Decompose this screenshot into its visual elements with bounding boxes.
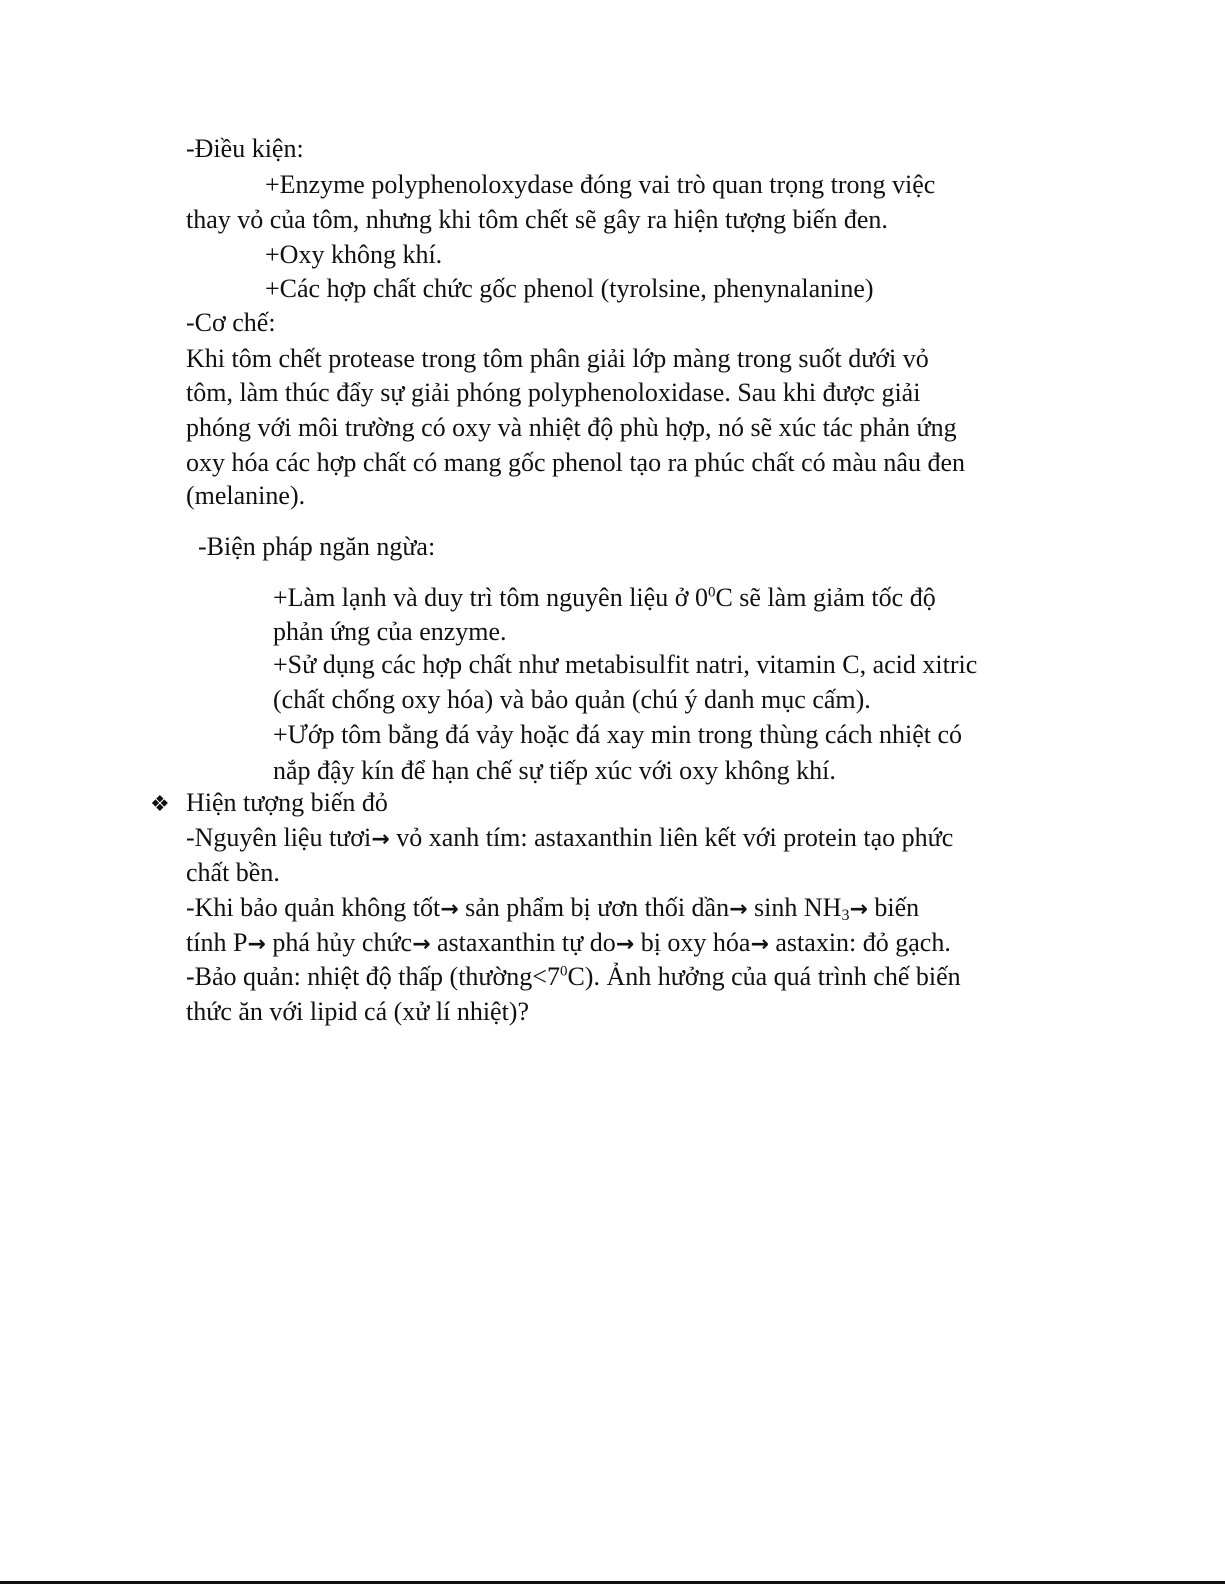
page-bottom-border (0, 1581, 1225, 1584)
bien-phap-item-2-line-1: +Sử dụng các hợp chất như metabisulfit natri, vitamin C, acid xitric (273, 650, 978, 679)
arrow-right-icon: → (615, 932, 635, 957)
bien-do-line-3-text-c: sinh NH (747, 893, 842, 922)
bien-do-line-5-text-a: -Bảo quản: nhiệt độ thấp (thường<7 (186, 962, 560, 991)
bien-phap-item-2-line-2: (chất chống oxy hóa) và bảo quản (chú ý danh mục cấm). (273, 685, 871, 714)
dieu-kien-item-1-line-1: +Enzyme polyphenoloxydase đóng vai trò quan trọng trong việc (265, 170, 936, 199)
co-che-heading: -Cơ chế: (186, 308, 276, 337)
bien-do-line-4-text-c: astaxanthin tự do (430, 928, 616, 957)
bien-do-line-1-text-b: vỏ xanh tím: astaxanthin liên kết với protein tạo phức (389, 823, 954, 852)
bien-do-line-4-text-e: astaxin: đỏ gạch. (768, 928, 951, 957)
bien-phap-item-1-line-2: phản ứng của enzyme. (273, 617, 507, 646)
bien-phap-item-3-line-1: +Ướp tôm bằng đá vảy hoặc đá xay min trong thùng cách nhiệt có (273, 720, 963, 749)
arrow-right-icon: → (729, 897, 748, 922)
bien-phap-heading: -Biện pháp ngăn ngừa: (198, 532, 436, 561)
bien-do-line-3-text-b: sản phẩm bị ươn thối dần (458, 893, 730, 922)
co-che-line-2: tôm, làm thúc đẩy sự giải phóng polyphenoloxidase. Sau khi được giải (186, 378, 921, 407)
degree-superscript: 0 (559, 963, 568, 980)
dieu-kien-item-2: +Oxy không khí. (265, 240, 443, 269)
bien-do-line-4-text-a: tính P (186, 928, 248, 957)
degree-superscript: 0 (707, 584, 716, 601)
bien-do-line-1-text-a: -Nguyên liệu tươi (186, 823, 372, 852)
bien-do-line-2: chất bền. (186, 858, 280, 887)
arrow-right-icon: → (750, 932, 769, 957)
arrow-right-icon: → (247, 932, 266, 957)
bien-do-line-1 (186, 823, 953, 855)
bien-do-heading: Hiện tượng biến đỏ (186, 788, 388, 817)
bien-do-line-3 (186, 893, 919, 925)
arrow-right-icon: → (412, 932, 431, 957)
arrow-right-icon: → (440, 897, 459, 922)
bien-phap-item-3-line-2: nắp đậy kín để hạn chế sự tiếp xúc với oxy không khí. (273, 756, 836, 785)
bien-do-line-4-text-b: phá hủy chức (265, 928, 413, 957)
bien-do-line-3-text-a: -Khi bảo quản không tốt (186, 893, 441, 922)
arrow-right-icon: → (849, 897, 868, 922)
co-che-line-5: (melanine). (186, 481, 306, 510)
nh3-subscript: 3 (841, 907, 850, 924)
arrow-right-icon: → (371, 827, 390, 852)
co-che-line-4: oxy hóa các hợp chất có mang gốc phenol tạo ra phúc chất có màu nâu đen (186, 448, 966, 477)
bien-phap-item-1-text-a: +Làm lạnh và duy trì tôm nguyên liệu ở 0 (273, 583, 708, 612)
bien-do-line-6: thức ăn với lipid cá (xử lí nhiệt)? (186, 997, 530, 1026)
bien-phap-item-1-text-b: C sẽ làm giảm tốc độ (715, 583, 936, 612)
dieu-kien-item-3: +Các hợp chất chức gốc phenol (tyrolsine, phenynalanine) (265, 274, 874, 303)
diamond-bullet-icon: ❖ (150, 792, 170, 817)
dieu-kien-item-1-line-2: thay vỏ của tôm, nhưng khi tôm chết sẽ gây ra hiện tượng biến đen. (186, 205, 888, 234)
bien-do-line-3-text-d: biến (867, 893, 920, 922)
bien-phap-item-1-line-1 (273, 583, 936, 613)
dieu-kien-heading: -Điều kiện: (186, 134, 304, 163)
bien-do-line-4 (186, 928, 951, 960)
co-che-line-1: Khi tôm chết protease trong tôm phân giải lớp màng trong suốt dưới vỏ (186, 344, 929, 373)
co-che-line-3: phóng với môi trường có oxy và nhiệt độ phù hợp, nó sẽ xúc tác phản ứng (186, 413, 957, 442)
bien-do-line-5-text-b: C). Ảnh hưởng của quá trình chế biến (567, 962, 961, 991)
bien-do-line-4-text-d: bị oxy hóa (634, 928, 751, 957)
bien-do-line-5 (186, 962, 961, 992)
